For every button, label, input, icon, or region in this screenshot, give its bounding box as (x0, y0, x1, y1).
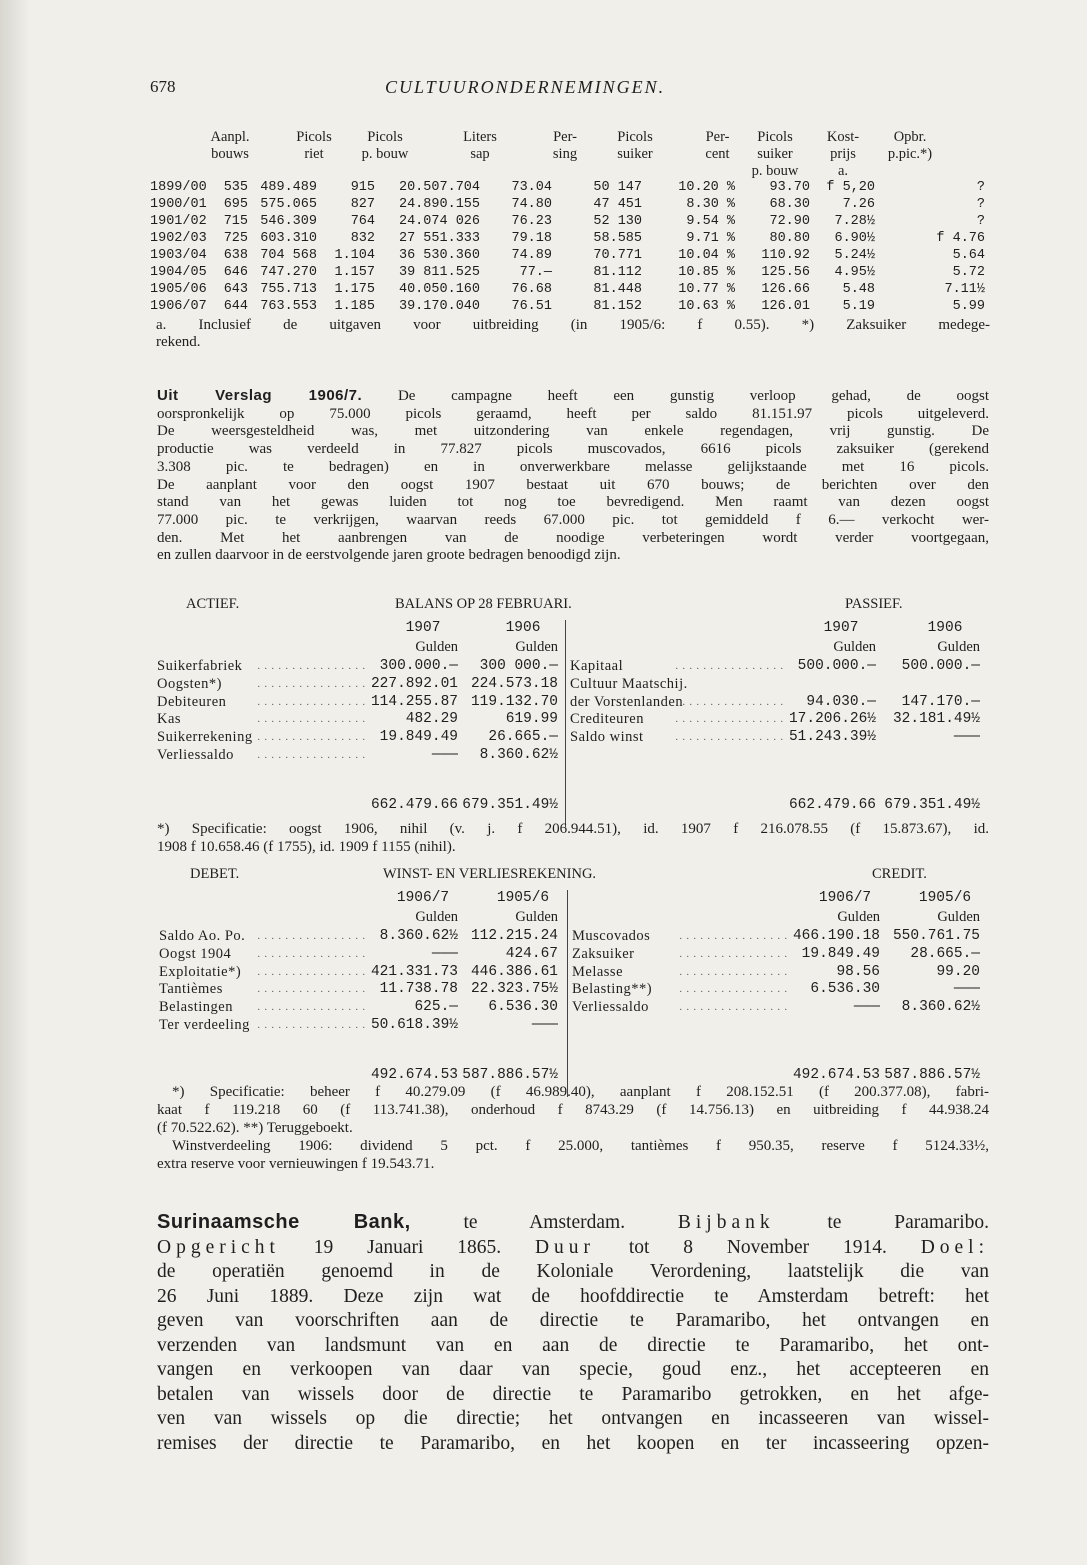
bank-line (157, 1285, 989, 1310)
report-line: productie was verdeeld in 77.827 picols muscovados, 6616 picols zaksuiker (gerekend (157, 441, 989, 458)
stats-data-cell: 755.713 (260, 282, 317, 297)
bank-line (157, 1210, 989, 1236)
stats-data-cell: ? (976, 180, 985, 195)
bank-text: geven van voorschriften aan de directie te Paramaribo, het ontvangen en (157, 1310, 989, 1331)
stats-header-cell: suiker (617, 146, 653, 162)
right-account-label: Muscovados (572, 928, 651, 944)
stats-data-row (150, 197, 990, 214)
right-account-label: Saldo winst (570, 729, 644, 746)
stats-data-cell: 126.01 (761, 299, 810, 314)
stats-data-cell: 5.24½ (834, 248, 875, 263)
spaced-term: Opgericht (157, 1236, 280, 1258)
year-header: 1906/7 (818, 890, 872, 906)
stats-header-cell: riet (304, 146, 324, 162)
stats-data-cell: 10.77 % (678, 282, 735, 297)
leader-dots: . . . . . . . . . . . . . . . . (257, 1020, 366, 1031)
pl-note: (f 70.522.62). **) Teruggeboekt. (157, 1120, 353, 1136)
stats-data-cell: 76.23 (511, 214, 552, 229)
right-value-previous: 99.20 (936, 963, 980, 980)
leader-dots: . . . . . . . . . . . . . . . . (675, 714, 784, 726)
stats-data-cell: 58.585 (593, 231, 642, 246)
total-left-previous: 587.886.57½ (462, 1067, 558, 1083)
stats-data-cell: f 4.76 (936, 231, 985, 246)
left-account-label: Belastingen (159, 999, 233, 1016)
stats-data-cell: 4.95½ (834, 265, 875, 280)
right-account-label: Melasse (572, 963, 624, 980)
stats-data-row (150, 248, 990, 265)
unit-label: Gulden (937, 909, 980, 925)
account-left-heading: DEBET. (190, 866, 240, 882)
bank-text: de operatiën genoemd in de Koloniale Verordening, laatstelijk die van (157, 1261, 989, 1282)
leader-dots: . . . . . . . . . . . . . . . . (257, 696, 366, 708)
right-value-previous: 550.761.75 (892, 928, 980, 944)
right-account-label: Cultuur Maatschij. (570, 675, 688, 692)
stats-data-cell: 47 451 (593, 197, 642, 212)
stats-data-cell: 50 147 (593, 180, 642, 195)
bank-text: te Amsterdam. (463, 1212, 678, 1233)
bank-text: 19 Januari 1865. (279, 1236, 535, 1258)
stats-header-cell: Picols (617, 129, 653, 145)
leader-dots: . . . . . . . . . . . . . . . . (679, 1002, 788, 1014)
report-line: oorspronkelijk op 75.000 picols geraamd, heeft per saldo 81.151.97 picols uitgeleverd. (157, 405, 989, 422)
left-value-previous: 6.536.30 (488, 999, 558, 1016)
bank-line (157, 1236, 989, 1261)
year-header: 1907 (405, 620, 441, 636)
left-value-current: 11.738.78 (379, 981, 458, 998)
stats-header-cell: Opbr. (893, 129, 927, 145)
stats-data-cell: 9.71 % (686, 231, 735, 246)
stats-data-cell: 535 (223, 180, 248, 195)
stats-data-cell: 79.18 (511, 231, 552, 246)
left-value-current: 300.000.— (379, 658, 458, 674)
stats-data-cell: 74.80 (511, 197, 552, 212)
stats-data-cell: 81.152 (593, 299, 642, 314)
leader-dots: . . . . . . . . . . . . . . . . (257, 661, 366, 672)
stats-data-cell: 5.99 (952, 299, 985, 314)
stats-header-cell: Picols (757, 129, 793, 145)
stats-data-cell: 1900/01 (150, 197, 207, 212)
stats-header-cell: sap (470, 146, 490, 162)
right-value-previous: 28.665.— (910, 945, 980, 962)
year-header: 1906/7 (396, 890, 450, 906)
right-value-current: 98.56 (836, 963, 880, 980)
stats-header-cell: Kost- (826, 129, 860, 145)
right-account-label: Belasting**) (572, 981, 653, 998)
stats-data-cell: 1899/00 (150, 180, 207, 195)
pl-note: *) Specificatie: beheer f 40.279.09 (f 46.989.40), aanplant f 208.152.51 (f 200.377.08), fabri- (172, 1084, 989, 1100)
stats-data-cell: 93.70 (769, 180, 810, 195)
stats-data-cell: 36 530.360 (398, 248, 480, 263)
stats-data-cell: 646 (223, 265, 248, 280)
account-right-heading: PASSIEF. (845, 596, 903, 612)
leader-dots: . . . . . . . . . . . . . . . . (257, 714, 366, 726)
stats-header-row (150, 146, 990, 163)
stats-data-cell: 1903/04 (150, 248, 207, 263)
report-line: De weersgesteldheid was, met uitzondering van enkele regendagen, vrij gunstig. De (157, 423, 989, 440)
total-right-previous: 587.886.57½ (884, 1067, 980, 1083)
right-value-current: 466.190.18 (792, 928, 880, 944)
stats-data-cell: 575.065 (260, 197, 317, 212)
stats-data-cell: 915 (350, 180, 375, 195)
left-value-current: 19.849.49 (379, 729, 458, 746)
stats-data-cell: 747.270 (260, 265, 317, 280)
right-value-current: ——— (853, 999, 880, 1016)
stats-data-cell: 715 (223, 214, 248, 229)
left-value-current: 421.331.73 (370, 963, 458, 980)
stats-data-cell: 1905/06 (150, 282, 207, 297)
bank-text: remises der directie te Paramaribo, en het koopen en ter incasseering opzen- (157, 1432, 989, 1454)
stats-footnote-cont: rekend. (156, 334, 201, 350)
bank-text: tot 8 November 1914. (595, 1236, 921, 1258)
stats-data-row (150, 299, 990, 316)
stats-data-cell: ? (976, 214, 985, 229)
left-account-label: Suikerfabriek (157, 658, 243, 674)
right-account-label: der Vorstenlanden (570, 693, 684, 710)
bank-text: 26 Juni 1889. Deze zijn wat de hoofddirectie te Amsterdam betreft: het (157, 1285, 989, 1307)
stats-data-cell: 10.85 % (678, 265, 735, 280)
stats-data-cell: 10.04 % (678, 248, 735, 263)
left-value-previous: 619.99 (505, 711, 558, 728)
stats-data-cell: 5.48 (842, 282, 875, 297)
stats-footnote: a. Inclusief de uitgaven voor uitbreiding (in 1905/6: f 0.55). *) Zaksuiker medege- (156, 317, 990, 333)
stats-header-cell: Liters (463, 129, 497, 145)
stats-data-cell: 5.72 (952, 265, 985, 280)
right-account-label: Crediteuren (570, 711, 644, 728)
stats-data-cell: 40.050.160 (398, 282, 480, 297)
running-title: CULTUURONDERNEMINGEN. (385, 77, 666, 97)
bank-line (157, 1309, 989, 1334)
bank-line (157, 1260, 989, 1285)
left-account-label: Oogsten*) (157, 675, 222, 692)
account-divider (565, 620, 566, 827)
year-header: 1906 (927, 620, 963, 636)
leader-dots: . . . . . . . . . . . . . . . . (257, 750, 366, 761)
left-value-current: 114.255.87 (370, 693, 458, 710)
stats-data-cell: 52 130 (593, 214, 642, 229)
left-value-current: ——— (431, 747, 458, 763)
stats-header-cell: p.pic.*) (887, 146, 933, 162)
total-left-current: 492.674.53 (370, 1067, 458, 1083)
leader-dots: . . . . . . . . . . . . . . . . (679, 966, 788, 978)
stats-data-cell: 1901/02 (150, 214, 207, 229)
account-left-heading: ACTIEF. (186, 596, 240, 612)
stats-data-cell: 725 (223, 231, 248, 246)
stats-data-cell: 603.310 (260, 231, 317, 246)
bank-line (157, 1407, 989, 1432)
right-value-current: 94.030.— (806, 693, 876, 710)
stats-data-cell: 5.19 (842, 299, 875, 314)
stats-header-cell: sing (552, 146, 578, 162)
stats-header-cell: Picols (296, 129, 332, 145)
stats-data-cell: 1.185 (334, 299, 375, 314)
left-value-current: 8.360.62½ (379, 928, 458, 944)
left-account-label: Kas (157, 711, 182, 728)
left-account-label: Ter verdeeling (159, 1017, 250, 1033)
stats-data-cell: 20.507.704 (398, 180, 480, 195)
stats-data-cell: 24.074 026 (398, 214, 480, 229)
stats-header-cell: suiker (757, 146, 793, 162)
stats-header-cell: p. bouw (751, 163, 799, 179)
report-line: stand van het gewas luiden tot nog toe bevredigend. Men raamt van dezen oogst (157, 494, 989, 511)
balance-note-cont: 1908 f 10.658.46 (f 1755), id. 1909 f 1155 (nihil). (157, 839, 456, 855)
bank-paragraph (157, 1210, 989, 1456)
year-header: 1905/6 (918, 890, 972, 906)
report-line (157, 387, 989, 406)
stats-data-cell: 24.890.155 (398, 197, 480, 212)
account-divider (567, 890, 568, 1097)
pl-note: Winstverdeeling 1906: dividend 5 pct. f 25.000, tantièmes f 950.35, reserve f 5124.33½, (172, 1138, 989, 1154)
page-number: 678 (150, 77, 176, 96)
bank-text: vangen en verkoopen van daar van specie, goud enz., het accepteeren en (157, 1359, 989, 1380)
leader-dots: . . . . . . . . . . . . . . . . (257, 732, 366, 744)
bank-text: te Paramaribo. (774, 1212, 989, 1233)
stats-data-cell: 39.170.040 (398, 299, 480, 314)
stats-data-cell: 7.11½ (944, 282, 985, 297)
stats-data-cell: 704 568 (260, 248, 317, 263)
unit-label: Gulden (415, 639, 458, 655)
right-value-current: 51.243.39½ (788, 729, 876, 746)
pl-note: kaat f 119.218 60 (f 113.741.38), onderhoud f 8743.29 (f 14.756.13) en uitbreiding f 44.938.24 (157, 1102, 989, 1118)
bank-line (157, 1334, 989, 1359)
right-value-current: 17.206.26½ (788, 711, 876, 728)
stats-data-cell: 81.112 (593, 265, 642, 280)
left-value-current: 227.892.01 (370, 675, 458, 692)
bank-text: betalen van wissels door de directie te Paramaribo getrokken, en het afge- (157, 1383, 989, 1405)
stats-data-cell: 76.68 (511, 282, 552, 297)
stats-data-cell: 77.— (519, 265, 552, 280)
stats-data-cell: 7.26 (842, 197, 875, 212)
account-title: BALANS OP 28 FEBRUARI. (395, 596, 572, 612)
stats-data-cell: 6.90½ (834, 231, 875, 246)
bank-line (157, 1383, 989, 1408)
stats-data-cell: f 5,20 (826, 180, 875, 195)
stats-data-cell: 1902/03 (150, 231, 207, 246)
leader-dots: . . . . . . . . . . . . . . . . (679, 931, 788, 942)
stats-data-cell: 1904/05 (150, 265, 207, 280)
report-line: 3.308 pic. te bedragen) en in onverwerkbare melasse gelijkstaande met 16 picols. (157, 458, 989, 475)
year-header: 1905/6 (496, 890, 550, 906)
stats-header-cell: bouws (211, 146, 249, 162)
stats-header-cell: Per- (705, 129, 730, 145)
left-value-previous: 224.573.18 (470, 675, 558, 692)
leader-dots: . . . . . . . . . . . . . . . . (675, 732, 784, 744)
left-account-label: Debiteuren (157, 693, 227, 710)
stats-header-cell: Aanpl. (210, 129, 250, 145)
stats-data-cell: 10.20 % (678, 180, 735, 195)
report-heading: Uit Verslag 1906/7. (157, 387, 363, 404)
stats-data-cell: 125.56 (761, 265, 810, 280)
right-value-previous: 500.000.— (901, 658, 980, 674)
left-value-previous: 424.67 (505, 945, 558, 962)
report-line: De aanplant voor den oogst 1907 bestaat uit 670 bouws; de berichten over den (157, 476, 989, 493)
leader-dots: . . . . . . . . . . . . . . . . (257, 931, 366, 942)
unit-label: Gulden (833, 639, 876, 655)
report-line: den. Met het aanbrengen van de noodige verbeteringen wordt verder voortgegaan, (157, 529, 989, 546)
balance-note: *) Specificatie: oogst 1906, nihil (v. j. f 206.944.51), id. 1907 f 216.078.55 (f 15.873.67), id. (157, 821, 989, 837)
stats-data-cell: 9.54 % (686, 214, 735, 229)
left-account-label: Exploitatie*) (159, 963, 242, 980)
right-value-previous: 32.181.49½ (892, 711, 980, 728)
stats-data-cell: 76.51 (511, 299, 552, 314)
left-value-current: 482.29 (405, 711, 458, 728)
leader-dots: . . . . . . . . . . . . . . . . (257, 984, 366, 996)
stats-header-cell: Picols (367, 129, 403, 145)
total-right-current: 662.479.66 (788, 797, 876, 813)
stats-data-row (150, 214, 990, 231)
year-header: 1906 (505, 620, 541, 636)
left-value-previous: 119.132.70 (470, 693, 558, 710)
right-value-current: 19.849.49 (801, 945, 880, 962)
left-account-label: Suikerrekening (157, 729, 253, 746)
bank-line (157, 1432, 989, 1457)
stats-data-cell: 546.309 (260, 214, 317, 229)
stats-data-cell: 1.175 (334, 282, 375, 297)
stats-header-cell: Per- (553, 129, 577, 145)
right-value-previous: 147.170.— (901, 693, 980, 710)
left-value-previous: 112.215.24 (470, 928, 558, 944)
right-account-label: Zaksuiker (572, 945, 635, 962)
stats-data-cell: 1906/07 (150, 299, 207, 314)
left-value-previous: 300 000.— (479, 658, 558, 674)
total-right-current: 492.674.53 (792, 1067, 880, 1083)
stats-data-cell: 7.28½ (834, 214, 875, 229)
stats-header-cell: p. bouw (361, 146, 409, 162)
left-account-label: Oogst 1904 (159, 945, 232, 962)
bank-name: Surinaamsche Bank, (157, 1211, 411, 1233)
stats-data-cell: 638 (223, 248, 248, 263)
right-value-previous: 8.360.62½ (901, 999, 980, 1016)
account-right-heading: CREDIT. (872, 866, 927, 882)
right-value-previous: ——— (953, 981, 980, 998)
left-value-previous: 446.386.61 (470, 963, 558, 980)
unit-label: Gulden (515, 639, 558, 655)
stats-header-cell: prijs (830, 146, 856, 162)
spaced-term: Bijbank (677, 1212, 775, 1233)
left-value-previous: ——— (531, 1017, 558, 1033)
stats-data-cell: 68.30 (769, 197, 810, 212)
pl-note: extra reserve voor vernieuwingen f 19.543.71. (157, 1156, 435, 1172)
stats-data-cell: 763.553 (260, 299, 317, 314)
stats-data-cell: 5.64 (952, 248, 985, 263)
stats-data-cell: 110.92 (761, 248, 810, 263)
stats-header-row (150, 163, 990, 180)
report-line: 77.000 pic. te verkrijgen, waarvan reeds 67.000 pic. tot gemiddeld f 6.— verkocht wer- (157, 511, 989, 528)
stats-data-cell: ? (976, 197, 985, 212)
leader-dots: . . . . . . . . . . . . . . . . (257, 966, 366, 978)
left-account-label: Verliessaldo (157, 747, 234, 763)
stats-data-cell: 8.30 % (686, 197, 735, 212)
total-right-previous: 679.351.49½ (884, 797, 980, 813)
unit-label: Gulden (515, 909, 558, 925)
stats-data-cell: 81.448 (593, 282, 642, 297)
stats-data-row (150, 282, 990, 299)
year-header: 1907 (823, 620, 859, 636)
stats-data-cell: 1.157 (334, 265, 375, 280)
right-value-current: 6.536.30 (810, 981, 880, 998)
stats-data-cell: 764 (350, 214, 375, 229)
leader-dots: . . . . . . . . . . . . . . . . (257, 678, 366, 690)
unit-label: Gulden (837, 909, 880, 925)
right-account-label: Kapitaal (570, 658, 624, 674)
unit-label: Gulden (415, 909, 458, 925)
left-account-label: Tantièmes (159, 981, 223, 998)
left-value-current: 625.— (414, 999, 458, 1016)
stats-data-cell: 695 (223, 197, 248, 212)
left-value-previous: 26.665.— (488, 729, 558, 746)
stats-data-cell: 489.489 (260, 180, 317, 195)
production-statistics-table (150, 129, 990, 351)
stats-header-cell: cent (705, 146, 730, 162)
left-account-label: Saldo Ao. Po. (159, 928, 246, 944)
account-title: WINST- EN VERLIESREKENING. (383, 866, 597, 882)
leader-dots: . . . . . . . . . . . . . . . . (675, 696, 784, 708)
report-line: en zullen daarvoor in de eerstvolgende jaren groote bedragen benoodigd zijn. (157, 547, 621, 564)
stats-data-cell: 643 (223, 282, 248, 297)
left-value-previous: 8.360.62½ (479, 747, 558, 763)
stats-data-cell: 827 (350, 197, 375, 212)
bank-text: verzenden van landsmunt van en aan de directie te Paramaribo, het ont- (157, 1334, 989, 1356)
total-left-previous: 679.351.49½ (462, 797, 558, 813)
stats-data-cell: 27 551.333 (398, 231, 480, 246)
leader-dots: . . . . . . . . . . . . . . . . (679, 948, 788, 960)
right-value-current: 500.000.— (797, 658, 876, 674)
stats-header-row (150, 129, 990, 146)
stats-data-row (150, 180, 990, 197)
leader-dots: . . . . . . . . . . . . . . . . (257, 948, 366, 960)
stats-data-cell: 74.89 (511, 248, 552, 263)
left-value-previous: 22.323.75½ (470, 981, 558, 998)
left-value-current: 50.618.39½ (370, 1017, 458, 1033)
stats-data-cell: 80.80 (769, 231, 810, 246)
report-text: De campagne heeft een gunstig verloop gehad, de oogst (397, 388, 990, 404)
unit-label: Gulden (937, 639, 980, 655)
total-left-current: 662.479.66 (370, 797, 458, 813)
stats-data-row (150, 265, 990, 282)
stats-data-cell: 832 (350, 231, 375, 246)
stats-data-cell: 126.66 (761, 282, 810, 297)
stats-data-cell: 70.771 (593, 248, 642, 263)
leader-dots: . . . . . . . . . . . . . . . . (679, 984, 788, 996)
stats-data-cell: 39 811.525 (398, 265, 480, 280)
spaced-term: Duur (534, 1236, 596, 1258)
leader-dots: . . . . . . . . . . . . . . . . (675, 661, 784, 672)
bank-text: ven van wissels op die directie; het ontvangen en incasseeren van wissel- (157, 1408, 989, 1429)
stats-data-cell: 72.90 (769, 214, 810, 229)
spaced-term: Doel: (920, 1236, 990, 1258)
stats-data-cell: 73.04 (511, 180, 552, 195)
right-value-previous: ——— (953, 729, 980, 746)
bank-line (157, 1358, 989, 1383)
stats-data-row (150, 231, 990, 248)
stats-data-cell: 644 (223, 299, 248, 314)
leader-dots: . . . . . . . . . . . . . . . . (257, 1002, 366, 1014)
annual-report-paragraph (157, 387, 989, 565)
left-value-current: ——— (431, 945, 458, 962)
stats-data-cell: 10.63 % (678, 299, 735, 314)
stats-data-cell: 1.104 (334, 248, 375, 263)
stats-header-cell: a. (837, 163, 849, 179)
right-account-label: Verliessaldo (572, 999, 649, 1016)
